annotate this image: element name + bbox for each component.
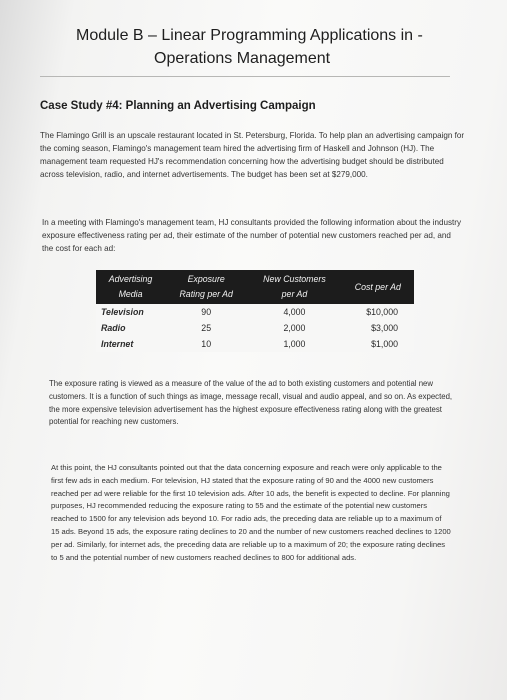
page-title <box>76 24 456 70</box>
table-header-row <box>96 270 414 304</box>
header-customers <box>247 270 341 304</box>
consultants-paragraph: At this point, the HJ consultants pointed out that the data concerning exposure and reach were only applicable to the first few ads in each medium. For television, HJ stated that the exposure rating of 90 and the 4000 new customers reached per ad were reliable for the first 10 television ads. After 10 ads, the benefit is expected to decline. For planning purposes, HJ recommended reducing the exposure rating to 55 and the estimate of the potential new customers reached to 1500 for any television ads beyond 10. For radio ads, the preceding data are reliable up to a maximum of 15 ads. Beyond 15 ads, the exposure rating declines to 20 and the number of new customers reached declines to 1200 per ad. Similarly, for internet ads, the preceding data are reliable up to a maximum of 20; the exposure rating declines to 5 and the potential number of new customers reached declines to 800 for additional ads. <box>51 463 451 562</box>
case-study-heading: Case Study #4: Planning an Advertising Campaign <box>40 100 316 112</box>
cell-media: Radio <box>96 320 165 336</box>
cell-customers: 1,000 <box>247 336 341 352</box>
table-body <box>96 304 414 352</box>
cell-exposure: 90 <box>165 304 247 320</box>
header-media-line-1: Advertising <box>108 274 153 284</box>
title-divider <box>40 76 450 77</box>
header-customers-line-2: per Ad <box>281 289 308 299</box>
exposure-paragraph: The exposure rating is viewed as a measure of the value of the ad to both existing customers and potential new customers. It is a function of such things as image, message recall, visual and audio appeal, and so on. As expected, the more expensive television advertisement has the highest exposure effectiveness rating along with the greatest potential for reaching new customers. <box>49 379 453 427</box>
header-exposure-line-1: Exposure <box>187 274 225 284</box>
table-row <box>96 320 414 336</box>
intro-paragraph: The Flamingo Grill is an upscale restaurant located in St. Petersburg, Florida. To help plan an advertising campaign for the coming season, Flamingo's management team hired the advertising firm of Haskell and Johnson (HJ). The management team requested HJ's recommendation concerning how the advertising budget should be distributed across television, radio, and internet advertisements. The budget has been set at $279,000. <box>40 131 465 179</box>
cell-cost: $10,000 <box>342 304 414 320</box>
header-media <box>96 270 165 304</box>
cell-exposure: 25 <box>165 320 247 336</box>
table-row <box>96 304 414 320</box>
cell-cost: $1,000 <box>342 336 414 352</box>
cell-media: Internet <box>96 336 165 352</box>
cell-customers: 4,000 <box>247 304 341 320</box>
cell-cost: $3,000 <box>342 320 414 336</box>
header-media-line-2: Media <box>118 289 143 299</box>
cell-customers: 2,000 <box>247 320 341 336</box>
title-line-1: Module B – Linear Programming Applications in - <box>76 27 423 44</box>
cell-media: Television <box>96 304 165 320</box>
header-exposure <box>165 270 247 304</box>
title-line-2: Operations Management <box>154 50 331 67</box>
header-customers-line-1: New Customers <box>263 274 326 284</box>
table-header <box>96 270 414 304</box>
cell-exposure: 10 <box>165 336 247 352</box>
header-cost: Cost per Ad <box>342 270 414 304</box>
meeting-paragraph: In a meeting with Flamingo's management team, HJ consultants provided the following information about the industry exposure effectiveness rating per ad, their estimate of the number of potential new customers reached per ad, and the cost for each ad: <box>42 218 462 253</box>
advertising-data-table <box>96 270 414 352</box>
table-row <box>96 336 414 352</box>
header-exposure-line-2: Rating per Ad <box>179 289 233 299</box>
